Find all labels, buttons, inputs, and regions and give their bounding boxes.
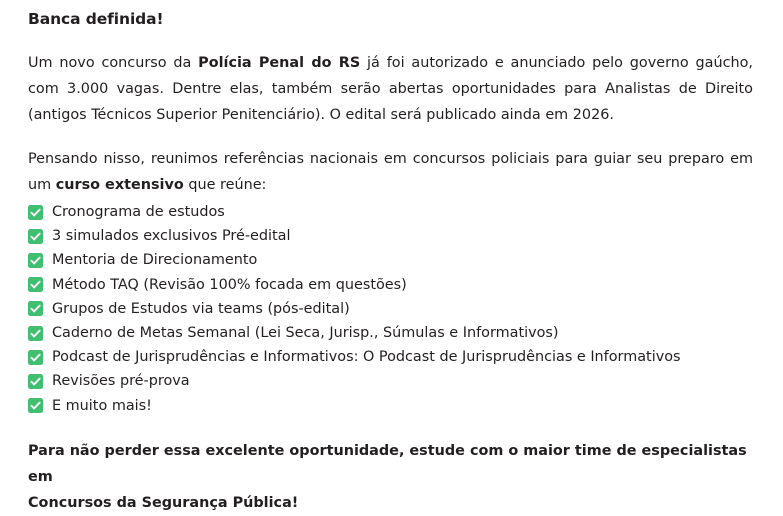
check-icon bbox=[28, 277, 43, 292]
closing-line-2: Concursos da Segurança Pública! bbox=[28, 494, 299, 511]
check-icon bbox=[28, 301, 43, 316]
check-icon bbox=[28, 229, 43, 244]
list-item bbox=[28, 297, 753, 321]
list-item-label: Caderno de Metas Semanal (Lei Seca, Jurisp., Súmulas e Informativos) bbox=[52, 325, 559, 342]
check-icon bbox=[28, 326, 43, 341]
list-item bbox=[28, 273, 753, 297]
paragraph-announcement bbox=[28, 50, 753, 128]
list-item bbox=[28, 200, 753, 224]
list-item bbox=[28, 345, 753, 369]
check-icon bbox=[28, 253, 43, 268]
list-item-label: Cronograma de estudos bbox=[52, 204, 225, 220]
list-item-label: E muito mais! bbox=[52, 397, 152, 414]
course-feature-list bbox=[28, 200, 753, 418]
list-item bbox=[28, 321, 753, 345]
list-item bbox=[28, 369, 753, 393]
check-icon bbox=[28, 374, 43, 389]
check-icon bbox=[28, 350, 43, 365]
paragraph-announcement-highlight: Polícia Penal do RS bbox=[198, 55, 361, 71]
check-icon bbox=[28, 205, 43, 220]
list-item bbox=[28, 394, 753, 418]
list-item-label: Mentoria de Direcionamento bbox=[52, 252, 258, 269]
paragraph-course-intro-highlight: curso extensivo bbox=[55, 177, 184, 193]
list-item bbox=[28, 224, 753, 248]
paragraph-course-intro-part-2: que reúne: bbox=[183, 177, 267, 193]
paragraph-announcement-part-1: Um novo concurso da bbox=[28, 55, 199, 71]
closing-call-to-action bbox=[28, 438, 753, 516]
list-item-label: Método TAQ (Revisão 100% focada em questões) bbox=[52, 276, 407, 293]
list-item-label: Grupos de Estudos via teams (pós-edital) bbox=[52, 300, 350, 317]
check-icon bbox=[28, 398, 43, 413]
paragraph-announcement-part-2: já foi autorizado e anunciado pelo governo gaúcho, com 3.000 vagas. Dentre elas, também serão abertas oportunidades para Analistas de Direito (antigos Técnicos Superior Penitenciário). O edital será publicado ainda em 2026. bbox=[28, 55, 753, 123]
list-item-label: Revisões pré-prova bbox=[52, 373, 190, 390]
paragraph-course-intro bbox=[28, 146, 753, 198]
list-item bbox=[28, 248, 753, 272]
list-item-label: Podcast de Jurisprudências e Informativos: O Podcast de Jurisprudências e Informativos bbox=[52, 349, 681, 366]
closing-line-1: Para não perder essa excelente oportunidade, estude com o maior time de especialistas em bbox=[28, 442, 747, 485]
paragraph-course-intro-part-1: Pensando nisso, reunimos referências nacionais em concursos policiais para guiar seu preparo em um bbox=[28, 151, 753, 193]
list-item-label: 3 simulados exclusivos Pré-edital bbox=[52, 228, 291, 245]
page-title: Banca definida! bbox=[28, 10, 164, 28]
